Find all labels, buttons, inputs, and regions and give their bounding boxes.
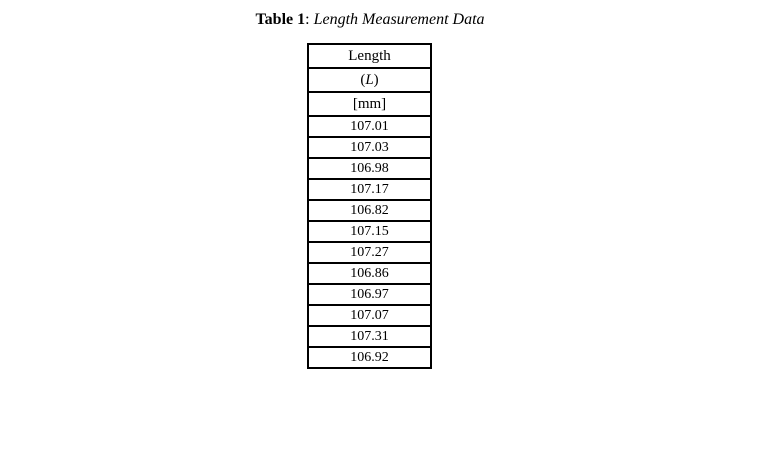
table-caption [0,10,740,30]
value-cell: 107.15 [308,221,431,242]
table-row [308,263,431,284]
value-cell: 107.27 [308,242,431,263]
symbol-close-paren: ) [373,72,379,88]
header-row-symbol [308,68,431,92]
caption-separator: : [305,11,314,28]
value-cell: 106.92 [308,347,431,368]
table-row [308,326,431,347]
table-row [308,347,431,368]
value-cell: 107.07 [308,305,431,326]
table-row [308,158,431,179]
table-row [308,137,431,158]
value-cell: 106.98 [308,158,431,179]
value-cell: 106.86 [308,263,431,284]
header-unit-cell: [mm] [308,92,431,116]
header-row-name [308,44,431,68]
table-row [308,242,431,263]
table-row [308,179,431,200]
header-symbol-cell [308,68,431,92]
symbol-text: L [365,72,374,88]
symbol-open-paren: ( [360,72,366,88]
table-row [308,221,431,242]
header-name-cell: Length [308,44,431,68]
value-cell: 107.31 [308,326,431,347]
value-cell: 107.01 [308,116,431,137]
table-row [308,305,431,326]
value-cell: 107.17 [308,179,431,200]
value-cell: 107.03 [308,137,431,158]
value-cell: 106.82 [308,200,431,221]
length-measurement-table [307,43,432,369]
caption-title: Length Measurement Data [313,11,485,28]
value-cell: 106.97 [308,284,431,305]
caption-label: Table 1 [255,11,306,28]
table-row [308,200,431,221]
table-row [308,116,431,137]
table-row [308,284,431,305]
header-row-unit [308,92,431,116]
